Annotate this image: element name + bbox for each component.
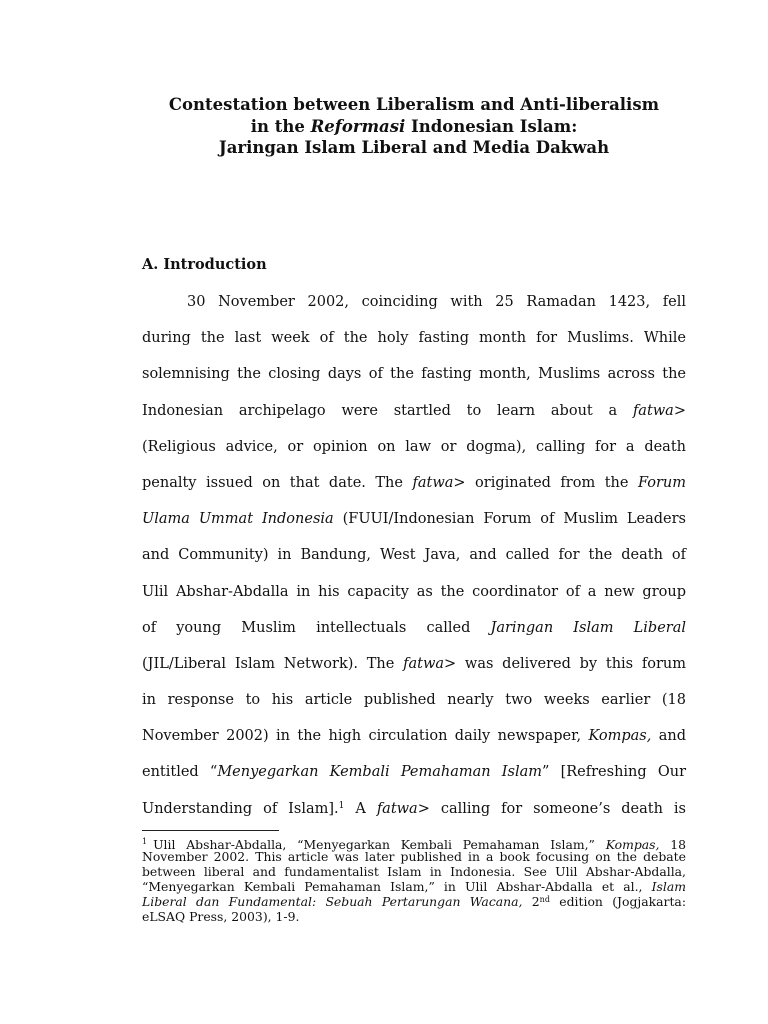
- footnote-line: [142, 834, 686, 852]
- title-text: Indonesian Islam:: [405, 116, 578, 136]
- body-line: and Community) in Bandung, West Java, and called for the death of: [142, 547, 686, 564]
- italic-term: fatwa: [632, 402, 674, 419]
- text-run: and: [651, 728, 686, 745]
- body-line: Ulil Abshar-Abdalla in his capacity as the coordinator of a new group: [142, 583, 686, 600]
- italic-term: Kompas,: [605, 837, 660, 852]
- body-line: during the last week of the holy fasting month for Muslims. While: [142, 330, 686, 347]
- footnote-reference[interactable]: 1: [338, 800, 345, 811]
- ordinal-suffix: nd: [539, 895, 550, 904]
- italic-term: Forum: [637, 474, 686, 491]
- text-run: (FUUI/Indonesian Forum of Muslim Leaders: [333, 511, 686, 528]
- text-run: > calling for someone’s death is: [417, 800, 686, 817]
- body-line: [142, 797, 686, 833]
- body-line: [142, 507, 686, 543]
- footnote-line: [142, 894, 686, 909]
- body-line: [142, 652, 686, 688]
- text-run: 2: [522, 894, 540, 909]
- body-line: 30 November 2002, coinciding with 25 Ramadan 1423, fell: [187, 294, 686, 310]
- text-run: November 2002) in the high circulation daily newspaper,: [142, 728, 589, 745]
- title-text: in the: [250, 116, 311, 136]
- text-run: entitled “: [142, 764, 218, 781]
- text-run: > was delivered by this forum: [444, 655, 686, 672]
- footnote-line: between liberal and fundamentalist Islam in Indonesia. See Ulil Abshar-Abdalla,: [142, 864, 686, 879]
- title-line-2: [100, 116, 728, 138]
- body-line: solemnising the closing days of the fasting month, Muslims across the: [142, 366, 686, 383]
- text-run: A: [344, 800, 377, 817]
- text-run: 18: [659, 837, 686, 852]
- paper-title: [100, 94, 728, 159]
- body-line: [142, 471, 686, 507]
- text-run: Indonesian archipelago were startled to learn about a: [142, 402, 633, 419]
- text-run: >: [673, 402, 686, 419]
- footnote-line: November 2002. This article was later published in a book focusing on the debate: [142, 849, 686, 864]
- body-line: [142, 760, 686, 796]
- text-run: penalty issued on that date. The: [142, 474, 413, 491]
- italic-term: Ulama Ummat Indonesia: [142, 511, 334, 528]
- body-line: [142, 399, 686, 435]
- title-line-3: Jaringan Islam Liberal and Media Dakwah: [218, 138, 610, 157]
- footnote: [142, 834, 686, 924]
- italic-term: Islam: [651, 879, 686, 894]
- body-line: (Religious advice, or opinion on law or dogma), calling for a death: [142, 438, 686, 455]
- italic-term: fatwa: [376, 800, 418, 817]
- italic-term: Menyegarkan Kembali Pemahaman Islam: [217, 764, 542, 781]
- body-line: in response to his article published nearly two weeks earlier (18: [142, 692, 686, 709]
- italic-term: Jaringan Islam Liberal: [490, 619, 686, 636]
- footnote-number: 1: [142, 837, 148, 846]
- footnote-line: eLSAQ Press, 2003), 1-9.: [142, 909, 300, 924]
- text-run: (JIL/Liberal Islam Network). The: [142, 655, 404, 672]
- text-run: edition (Jogjakarta:: [549, 894, 686, 909]
- body-text: [142, 290, 686, 833]
- text-run: Ulil Abshar-Abdalla, “Menyegarkan Kembali Pemahaman Islam,”: [153, 837, 606, 852]
- text-run: > originated from the: [453, 474, 638, 491]
- text-run: ” [Refreshing Our: [542, 764, 687, 781]
- title-line-1: Contestation between Liberalism and Anti-liberalism: [168, 95, 660, 114]
- section-heading: A. Introduction: [142, 256, 267, 273]
- body-line: [142, 724, 686, 760]
- body-line: [142, 616, 686, 652]
- text-run: “Menyegarkan Kembali Pemahaman Islam,” in Ulil Abshar-Abdalla et al.,: [142, 879, 652, 894]
- footnote-line: [142, 879, 686, 894]
- italic-term: fatwa: [412, 474, 454, 491]
- italic-term: Liberal dan Fundamental: Sebuah Pertarungan Wacana,: [142, 894, 523, 909]
- text-run: of young Muslim intellectuals called: [142, 619, 491, 636]
- italic-term: Kompas,: [588, 728, 652, 745]
- title-italic-term: Reformasi: [310, 116, 406, 136]
- footnote-divider: [142, 830, 279, 831]
- text-run: Understanding of Islam].: [142, 800, 339, 817]
- italic-term: fatwa: [403, 655, 445, 672]
